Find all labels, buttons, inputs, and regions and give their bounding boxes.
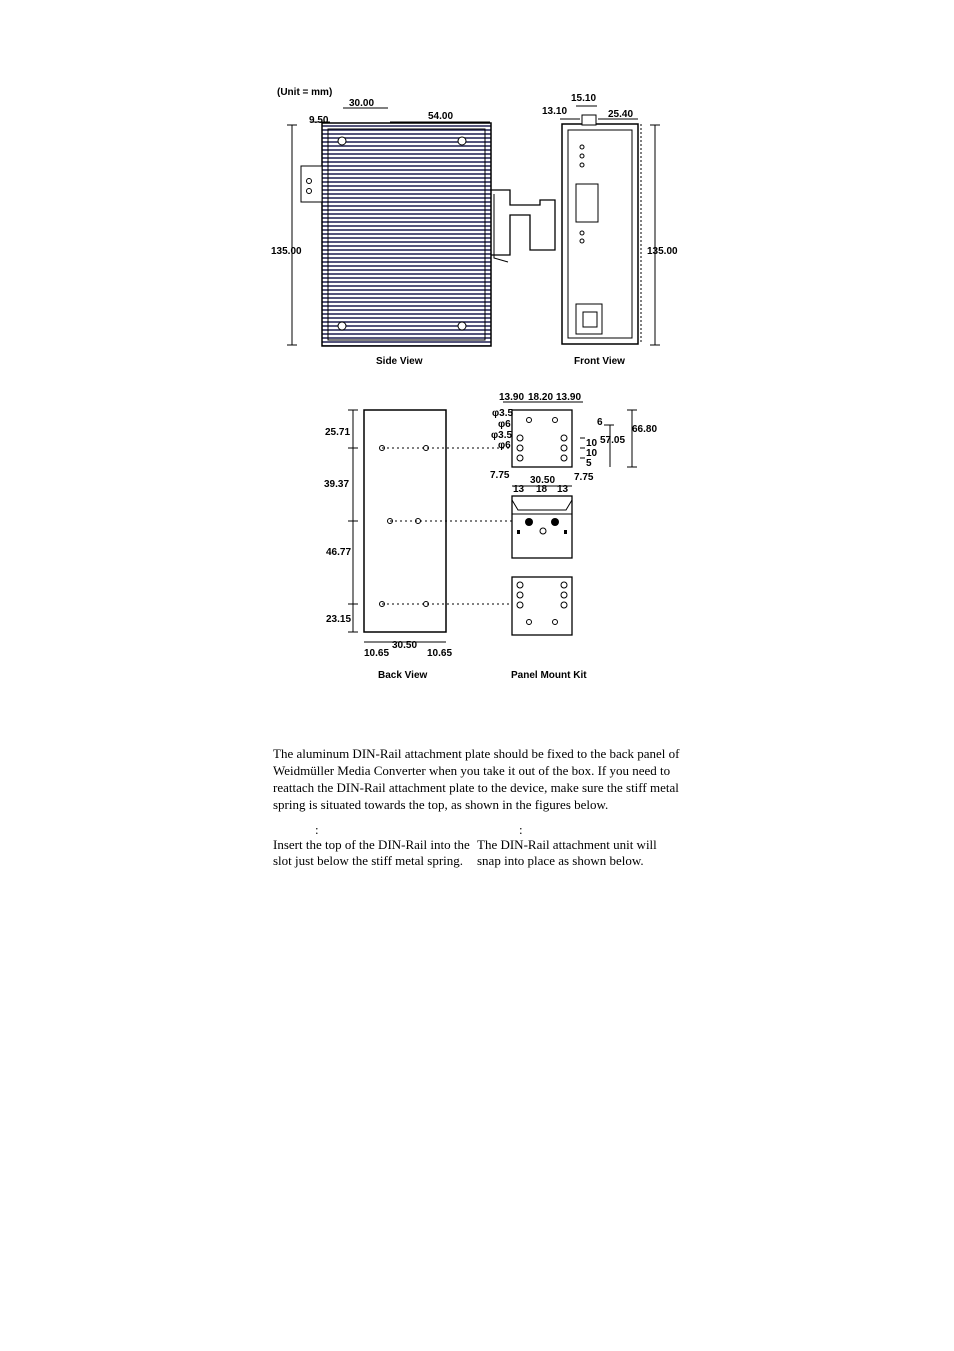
dim-label: 57.05 <box>600 435 626 446</box>
dim-label: 30.50 <box>392 640 418 651</box>
fiber-port <box>576 184 598 222</box>
dim-label: 9.50 <box>309 115 329 126</box>
dim-label: 10.65 <box>427 648 453 659</box>
dim-label: 10 <box>586 438 598 449</box>
dim-label: 39.37 <box>324 479 350 490</box>
dim-label: 23.15 <box>326 614 352 625</box>
side-view-caption: Side View <box>376 356 423 367</box>
dim-label: 18.20 <box>528 392 554 403</box>
step-1-label: : <box>315 822 319 837</box>
unit-label: (Unit = mm) <box>277 87 333 98</box>
dim-label: φ6 <box>498 419 511 430</box>
back-view <box>324 410 512 681</box>
mount-plate-top <box>512 410 572 467</box>
dim-label: φ3.5 <box>492 408 514 419</box>
dim-label: 46.77 <box>326 547 352 558</box>
screw-icon <box>338 322 346 330</box>
dim-label: 30.00 <box>349 98 375 109</box>
din-rail-clip <box>491 190 555 255</box>
screw-icon <box>338 137 346 145</box>
front-view <box>542 93 678 367</box>
dim-label: 30.50 <box>530 475 556 486</box>
dim-label: 13 <box>557 484 569 495</box>
dim-label: 54.00 <box>428 111 454 122</box>
dim-label: 10 <box>586 448 598 459</box>
dim-label: 7.75 <box>490 470 510 481</box>
step-1-text: Insert the top of the DIN-Rail into the slot just below the stiff metal spring. <box>273 837 470 868</box>
dim-label: 13 <box>513 484 525 495</box>
dim-label: 13.90 <box>499 392 525 403</box>
dim-label: 18 <box>536 484 548 495</box>
panel-mount-kit <box>490 392 657 681</box>
dim-label: 66.80 <box>632 424 658 435</box>
dim-label: 5 <box>586 458 592 469</box>
step-2-label: : <box>519 822 523 837</box>
step-2-text: The DIN-Rail attachment unit will snap into place as shown below. <box>477 837 657 868</box>
front-view-caption: Front View <box>574 356 625 367</box>
dim-label: 135.00 <box>271 246 302 257</box>
dim-label: 13.90 <box>556 392 582 403</box>
dim-label: 10.65 <box>364 648 390 659</box>
dim-label: 15.10 <box>571 93 597 104</box>
dim-label: 25.40 <box>608 109 634 120</box>
din-rail-paragraph: The aluminum DIN-Rail attachment plate should be fixed to the back panel of Weidmüller Media Converter when you take it out of the box. If you need to reattach the DIN-Rail attachment plate to the device, make sure the stiff metal spring is situated towards the top, as shown in the figures below. <box>273 746 680 812</box>
side-connector <box>301 166 322 202</box>
mount-plate-bottom <box>512 577 572 635</box>
dim-label: 25.71 <box>325 427 351 438</box>
screw-icon <box>458 322 466 330</box>
screw-icon <box>458 137 466 145</box>
dim-label: 135.00 <box>647 246 678 257</box>
panel-mount-kit-caption: Panel Mount Kit <box>511 670 587 681</box>
dim-label: 13.10 <box>542 106 568 117</box>
rj45-port <box>576 304 602 334</box>
side-view-body <box>322 123 491 346</box>
dim-label: φ3.5 <box>491 430 513 441</box>
side-view <box>271 98 555 367</box>
din-rail-bracket <box>512 496 572 558</box>
dim-label: φ6 <box>498 440 511 451</box>
dim-label: 7.75 <box>574 472 594 483</box>
back-view-caption: Back View <box>378 670 428 681</box>
dim-label: 6 <box>597 417 603 428</box>
